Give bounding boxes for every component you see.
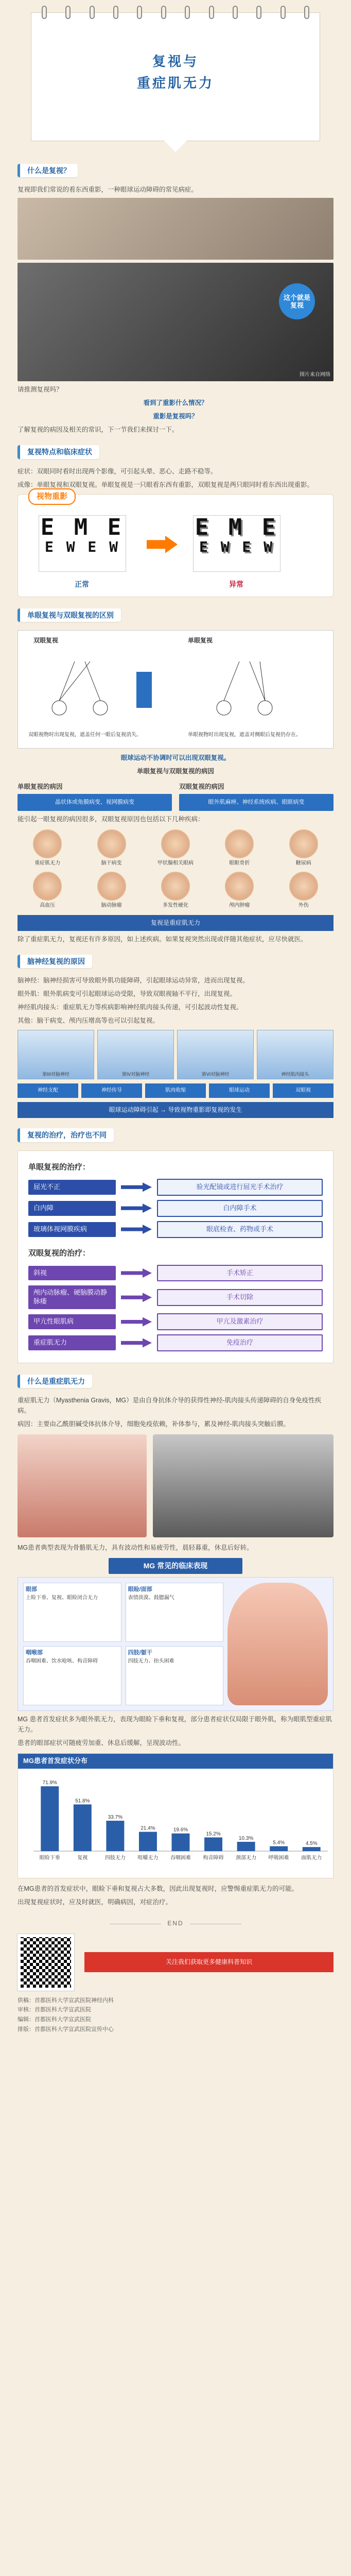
bar (172, 1833, 190, 1851)
section3-tail: 除了重症肌无力，复视还有许多原因，如上述疾病。如果复视突然出现或伴随其他症状，应尽快就医。 (17, 935, 307, 943)
tick-label: 复视 (77, 1855, 88, 1861)
bar (204, 1837, 222, 1851)
label-abnormal: 异常 (229, 580, 243, 589)
flow-step: 神经支配 (17, 1083, 78, 1098)
diplopia-photo (17, 263, 334, 381)
manifestation-cell: 咽喉部 吞咽困难、饮水呛咳、构音障碍 (23, 1646, 121, 1705)
mg-panel-title: MG 常见的临床表现 (109, 1558, 242, 1573)
muscle-text: 眼外肌：眼外肌病变可引起眼球运动受限，导致双眼视轴不平行，出现复视。 (17, 990, 237, 998)
manifestation-cell: 眼睑/面部 表情淡漠、鼓腮漏气 (126, 1583, 224, 1642)
nmj-text: 神经肌肉接头：重症肌无力等疾病影响神经肌肉接头传递，可引起波动性复视。 (17, 1004, 243, 1011)
treatment-row: 斜视 手术矫正 (28, 1265, 323, 1282)
manifestation-cell: 四肢/躯干 四肢无力、抬头困难 (126, 1646, 224, 1705)
title-line-2: 重症肌无力 (136, 75, 214, 91)
tick-label: 眼睑下垂 (39, 1855, 60, 1861)
mono-causes-head: 单眼复视的病因 (17, 783, 63, 791)
eye-ray-diagram (18, 651, 333, 734)
arrow-right-icon (121, 1204, 152, 1213)
section-title-mono-vs-bino: 单眼复视与双眼复视的区别 (17, 608, 121, 622)
callout-arrow (164, 141, 187, 152)
caption-monocular: 单眼视物时出现复视，遮盖对侧眼后复视仍存在。 (188, 732, 301, 738)
data-label: 51.8% (75, 1798, 90, 1804)
arrow-right-icon (121, 1317, 152, 1327)
mechanism-item: 第IV对脑神经 (97, 1030, 174, 1079)
credit-line: 编辑：首都医科大学宣武医院 (17, 2016, 91, 2023)
causes-transition: 能引起一眼复视的病因很多，双眼复视原因也包括以下几种疾病： (17, 815, 204, 823)
data-label: 4.5% (305, 1840, 318, 1846)
first-symptom-chart (17, 1753, 334, 1879)
mg-manifestations-panel (17, 1577, 334, 1711)
mg-cause: 病因：主要由乙酰胆碱受体抗体介导，细胞免疫依赖，补体参与，累及神经-肌肉接头突触后膜。 (17, 1420, 290, 1428)
data-label: 71.9% (42, 1780, 57, 1786)
mono-treatment-head: 单眼复视的治疗： (28, 1162, 91, 1172)
tick-label: 四肢无力 (104, 1855, 126, 1861)
follow-cta[interactable]: 关注我们获取更多健康科普知识 (84, 1952, 334, 1972)
section-title-features: 复视特点和临床症状 (17, 445, 99, 459)
bar (41, 1786, 59, 1851)
label-binocular: 双眼复视 (33, 637, 59, 645)
cause-item: 甲状腺相关眼病 (146, 829, 205, 868)
mechanism-item: 神经肌肉接头 (257, 1030, 334, 1079)
mechanism-images (17, 1030, 334, 1079)
chart-title: MG患者首发症状分布 (18, 1754, 333, 1769)
footer (17, 1934, 334, 1991)
cause-item: 眼眶骨折 (209, 829, 269, 868)
tick-label: 咀嚼无力 (137, 1855, 159, 1861)
treatment-card (17, 1150, 334, 1363)
mechanism-item: 第III对脑神经 (17, 1030, 94, 1079)
flow-step: 眼球运动 (209, 1083, 270, 1098)
qr-code[interactable] (17, 1934, 74, 1991)
binder-rings (42, 6, 309, 19)
treatment-row: 甲亢性眼肌病 甲亢及激素治疗 (28, 1313, 323, 1330)
tick-label: 呼吸困难 (268, 1855, 289, 1861)
bar (270, 1846, 288, 1851)
treatment-row: 重症肌无力 免疫治疗 (28, 1334, 323, 1351)
treatment-row: 屈光不正 验光配镜或进行屈光手术治疗 (28, 1179, 323, 1196)
end-marker: END (0, 1919, 351, 1928)
imaging-text: 成像：单眼复视和双眼复视。单眼复视是一只眼看东西有重影，双眼复视是两只眼同时看东西出现重影。 (17, 481, 314, 488)
cause-item: 脑动脉瘤 (81, 872, 141, 910)
data-label: 19.6% (173, 1827, 188, 1833)
credit-line: 排版：首都医科大学宣武医院宣传中心 (17, 2026, 114, 2032)
credit-line: 审核：首都医科大学宣武医院 (17, 2007, 91, 2013)
mono-causes-box: 晶状体或角膜病变、视网膜病变 (17, 794, 172, 811)
mg-fluctuation-text: 患者的眼部症状可随疲劳加重、休息后缓解，呈现波动性。 (17, 1739, 185, 1747)
credit-line: 供稿：首都医科大学宣武医院神经内科 (17, 1997, 114, 2004)
other-text: 其他：脑干病变、颅内压增高等也可以引起复视。 (17, 1017, 160, 1025)
arrow-right-icon (121, 1268, 152, 1278)
data-label: 33.7% (108, 1814, 123, 1820)
cause-item: 高血压 (17, 872, 77, 910)
arrow-right-icon (147, 536, 178, 553)
bino-causes-box: 眼外肌麻痹、神经系统疾病、眼眶病变 (179, 794, 334, 811)
causes-grid (17, 829, 334, 910)
intro-text: 复视即我们常说的看东西重影，一种眼球运动障碍的常见病症。 (17, 186, 198, 194)
causes-two-col (17, 779, 334, 811)
mechanism-item: 第VI对脑神经 (177, 1030, 254, 1079)
mg-symptom-text: MG患者典型表现为骨骼肌无力，具有波动性和易疲劳性，晨轻暮重，休息后好转。 (17, 1544, 253, 1552)
eye-chart-abnormal: E M E E W E W (193, 515, 280, 572)
tick-label: 吞咽困难 (170, 1855, 191, 1861)
treatment-row: 颅内动脉瘤、硬脑膜动静脉瘘 手术切除 (28, 1285, 323, 1309)
treatment-row: 玻璃体视网膜疾病 眼底检查、药物或手术 (28, 1221, 323, 1238)
arrow-right-icon (121, 1225, 152, 1234)
mg-tail-2: 出现复视症状时，应及时就医，明确病因，对症治疗。 (17, 1899, 172, 1906)
bar (106, 1821, 124, 1851)
photo-caption: 图片来自网络 (300, 372, 330, 378)
flow-step: 肌肉收缩 (145, 1083, 206, 1098)
bar-chart-svg (18, 1769, 333, 1872)
flow-row (17, 1083, 334, 1098)
mg-banner: 复视是重症肌无力 (17, 915, 334, 931)
treatment-row: 白内障 白内障手术 (28, 1200, 323, 1217)
cause-item: 重症肌无力 (17, 829, 77, 868)
question-2: 看到了重影什么情况？ (143, 399, 208, 407)
symptom-text: 症状：双眼同时看时出现两个影像，可引起头晕、恶心、走路不稳等。 (17, 467, 217, 475)
label-normal: 正常 (75, 580, 89, 589)
flow-step: 神经传导 (81, 1083, 142, 1098)
tick-label: 构音障碍 (203, 1855, 224, 1861)
caption-binocular: 双眼视物时出现复视，遮盖任何一眼后复视消失。 (28, 732, 142, 738)
section-title-treatment: 复视的治疗，治疗也不同 (17, 1128, 114, 1142)
flow-banner: 眼球运动障碍引起 → 导致视物重影即复视的发生 (17, 1102, 334, 1118)
cause-item: 糖尿病 (274, 829, 334, 868)
mg-definition: 重症肌无力（Myasthenia Gravis，MG）是由自身抗体介导的获得性神经-肌肉接头传递障碍的自身免疫性疾病。 (17, 1397, 322, 1415)
data-label: 21.4% (141, 1825, 155, 1832)
title-line-1: 复视与 (152, 54, 199, 70)
section-title-nerve-causes: 脑神经复视的原因 (17, 955, 92, 968)
data-label: 10.3% (238, 1835, 254, 1841)
body-illustration (227, 1583, 328, 1705)
cause-item: 颅内肿瘤 (209, 872, 269, 910)
question-1: 请推测复视吗？ (17, 386, 63, 394)
cause-item: 脑干病变 (81, 829, 141, 868)
cause-item: 多发性硬化 (146, 872, 205, 910)
credits (17, 1996, 334, 2035)
arrow-right-icon (121, 1293, 152, 1302)
muscle-illustration (17, 1434, 147, 1537)
tick-label: 颈部无力 (236, 1855, 257, 1861)
patient-photo (153, 1434, 334, 1537)
arrow-right-icon (121, 1338, 152, 1348)
eye-chart-normal: E M E E W E W (39, 515, 126, 572)
manifestation-cell: 眼部 上睑下垂、复视、眼睑闭合无力 (23, 1583, 121, 1642)
eye-chart-comparison (17, 494, 334, 597)
mg-images (17, 1434, 334, 1537)
title-card (31, 12, 320, 141)
causes-subtitle: 单眼复视与双眼复视的病因 (136, 768, 214, 775)
section-title-what-is-diplopia: 什么是复视？ (17, 164, 78, 177)
bar (74, 1804, 92, 1851)
bar (303, 1847, 321, 1851)
mono-bino-diagram (17, 630, 334, 749)
bar (139, 1832, 157, 1851)
question-3: 重影是复视吗？ (153, 413, 198, 420)
mg-ocular-text: MG 患者首发症状多为眼外肌无力，表现为眼睑下垂和复视，部分患者症状仅局限于眼外肌，称为眼肌型重症肌无力。 (17, 1715, 332, 1733)
section1-tail: 了解复视的病因及相关的常识，下一节我们来探讨一下。 (17, 426, 179, 434)
diagram-note: 眼球运动不协调时可以出现双眼复视。 (120, 754, 231, 762)
diplopia-bubble: 这个就是复视 (279, 283, 315, 319)
eye-photo (17, 198, 334, 260)
data-label: 15.2% (206, 1831, 221, 1837)
tick-label: 面肌无力 (301, 1855, 322, 1861)
cause-item: 外伤 (274, 872, 334, 910)
bar (237, 1842, 255, 1851)
data-label: 5.4% (273, 1840, 285, 1846)
arrow-right-icon (121, 1182, 152, 1192)
double-vision-tag: 视物重影 (28, 488, 76, 505)
bino-treatment-head: 双眼复视的治疗： (28, 1248, 91, 1258)
nerve-text: 脑神经：脑神经损害可导致眼外肌功能障碍，引起眼球运动异常，进而出现复视。 (17, 977, 250, 985)
label-monocular: 单眼复视 (188, 637, 213, 645)
bino-causes-head: 双眼复视的病因 (179, 783, 224, 791)
section-title-mg: 什么是重症肌无力 (17, 1375, 92, 1388)
flow-step: 双眼视 (273, 1083, 334, 1098)
page-title (31, 52, 320, 94)
mg-tail-1: 在MG患者的首发症状中，眼睑下垂和复视占大多数，因此出现复视时，应警惕重症肌无力的可能。 (17, 1885, 299, 1893)
